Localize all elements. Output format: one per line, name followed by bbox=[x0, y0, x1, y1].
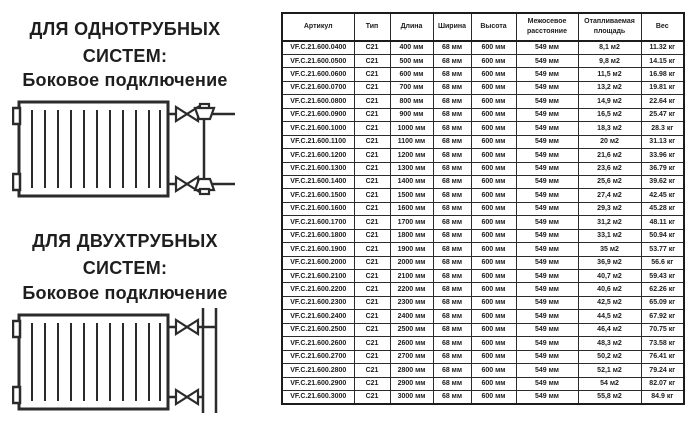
table-cell: 68 мм bbox=[433, 68, 471, 81]
valve-icon bbox=[176, 390, 198, 404]
table-cell: VF.C.21.600.3000 bbox=[282, 390, 354, 404]
table-cell: VF.C.21.600.1100 bbox=[282, 135, 354, 148]
table-cell: 549 мм bbox=[516, 390, 578, 404]
table-cell: 68 мм bbox=[433, 296, 471, 309]
table-row bbox=[282, 122, 684, 135]
table-cell: 1500 мм bbox=[390, 189, 433, 202]
table-cell: 68 мм bbox=[433, 81, 471, 94]
table-cell: 68 мм bbox=[433, 270, 471, 283]
table-cell: C21 bbox=[354, 41, 390, 55]
table-cell: 2300 мм bbox=[390, 296, 433, 309]
table-cell: 73.58 кг bbox=[641, 337, 684, 350]
table-cell: C21 bbox=[354, 364, 390, 377]
table-row bbox=[282, 202, 684, 215]
table-cell: 549 мм bbox=[516, 55, 578, 68]
table-cell: 68 мм bbox=[433, 390, 471, 404]
table-cell: 600 мм bbox=[471, 81, 516, 94]
table-row bbox=[282, 216, 684, 229]
table-cell: 44,5 м2 bbox=[578, 310, 641, 323]
table-cell: 33.96 кг bbox=[641, 149, 684, 162]
table-cell: VF.C.21.600.0900 bbox=[282, 108, 354, 121]
table-row bbox=[282, 81, 684, 94]
table-cell: 549 мм bbox=[516, 243, 578, 256]
table-cell: C21 bbox=[354, 122, 390, 135]
column-header: Межосевое расстояние bbox=[516, 13, 578, 41]
table-cell: 600 мм bbox=[471, 377, 516, 390]
table-cell: VF.C.21.600.0700 bbox=[282, 81, 354, 94]
table-cell: VF.C.21.600.2300 bbox=[282, 296, 354, 309]
table-cell: 549 мм bbox=[516, 270, 578, 283]
table-cell: 549 мм bbox=[516, 162, 578, 175]
table-cell: 2900 мм bbox=[390, 377, 433, 390]
table-cell: 900 мм bbox=[390, 108, 433, 121]
table-cell: C21 bbox=[354, 390, 390, 404]
table-cell: VF.C.21.600.1700 bbox=[282, 216, 354, 229]
table-cell: 68 мм bbox=[433, 364, 471, 377]
left-bottom-tap bbox=[13, 174, 20, 190]
table-cell: 70.75 кг bbox=[641, 323, 684, 336]
section-one-pipe-title-line2: СИСТЕМ: bbox=[82, 46, 168, 66]
table-row bbox=[282, 175, 684, 188]
table-cell: VF.C.21.600.0600 bbox=[282, 68, 354, 81]
table-cell: 2100 мм bbox=[390, 270, 433, 283]
table-row bbox=[282, 350, 684, 363]
table-cell: C21 bbox=[354, 350, 390, 363]
table-row bbox=[282, 364, 684, 377]
table-header-row bbox=[282, 13, 684, 41]
table-row bbox=[282, 270, 684, 283]
table-cell: VF.C.21.600.2100 bbox=[282, 270, 354, 283]
column-header: Тип bbox=[354, 13, 390, 41]
radiator-icon bbox=[13, 102, 168, 196]
table-cell: 68 мм bbox=[433, 95, 471, 108]
table-cell: VF.C.21.600.2200 bbox=[282, 283, 354, 296]
table-row bbox=[282, 189, 684, 202]
section-one-pipe-subtitle: Боковое подключение bbox=[22, 70, 228, 90]
table-row bbox=[282, 149, 684, 162]
table-cell: VF.C.21.600.0500 bbox=[282, 55, 354, 68]
table-cell: 67.92 кг bbox=[641, 310, 684, 323]
table-cell: 8,1 м2 bbox=[578, 41, 641, 55]
table-cell: 600 мм bbox=[471, 243, 516, 256]
table-cell: 68 мм bbox=[433, 41, 471, 55]
table-cell: 2700 мм bbox=[390, 350, 433, 363]
table-cell: 50.94 кг bbox=[641, 229, 684, 242]
table-cell: VF.C.21.600.1800 bbox=[282, 229, 354, 242]
table-cell: 14.15 кг bbox=[641, 55, 684, 68]
table-cell: 68 мм bbox=[433, 229, 471, 242]
column-header: Отапливаемая площадь bbox=[578, 13, 641, 41]
column-header: Артикул bbox=[282, 13, 354, 41]
table-cell: VF.C.21.600.2400 bbox=[282, 310, 354, 323]
table-cell: 9,8 м2 bbox=[578, 55, 641, 68]
table-row bbox=[282, 162, 684, 175]
table-cell: 48.11 кг bbox=[641, 216, 684, 229]
table-cell: 35 м2 bbox=[578, 243, 641, 256]
table-cell: 549 мм bbox=[516, 283, 578, 296]
table-cell: 549 мм bbox=[516, 256, 578, 269]
table-cell: 600 мм bbox=[471, 270, 516, 283]
table-cell: 1400 мм bbox=[390, 175, 433, 188]
table-cell: 59.43 кг bbox=[641, 270, 684, 283]
radiator-icon bbox=[13, 315, 168, 409]
table-cell: VF.C.21.600.1400 bbox=[282, 175, 354, 188]
table-cell: 68 мм bbox=[433, 377, 471, 390]
table-cell: 600 мм bbox=[471, 283, 516, 296]
table-cell: 76.41 кг bbox=[641, 350, 684, 363]
table-cell: 68 мм bbox=[433, 122, 471, 135]
table-cell: 600 мм bbox=[390, 68, 433, 81]
table-cell: 600 мм bbox=[471, 68, 516, 81]
table-cell: 27,4 м2 bbox=[578, 189, 641, 202]
column-header: Высота bbox=[471, 13, 516, 41]
table-row bbox=[282, 283, 684, 296]
table-cell: 549 мм bbox=[516, 350, 578, 363]
table-cell: 549 мм bbox=[516, 310, 578, 323]
table-cell: 68 мм bbox=[433, 189, 471, 202]
section-one-pipe-title-line1: ДЛЯ ОДНОТРУБНЫХ bbox=[29, 19, 221, 39]
table-cell: C21 bbox=[354, 175, 390, 188]
table-cell: C21 bbox=[354, 323, 390, 336]
table-cell: 549 мм bbox=[516, 296, 578, 309]
table-cell: 2500 мм bbox=[390, 323, 433, 336]
table-cell: 600 мм bbox=[471, 364, 516, 377]
table-cell: C21 bbox=[354, 108, 390, 121]
table-cell: 68 мм bbox=[433, 162, 471, 175]
table-cell: C21 bbox=[354, 310, 390, 323]
table-cell: 68 мм bbox=[433, 149, 471, 162]
table-cell: 600 мм bbox=[471, 323, 516, 336]
riser-pipes-icon bbox=[203, 308, 216, 413]
table-cell: 68 мм bbox=[433, 256, 471, 269]
table-cell: 549 мм bbox=[516, 135, 578, 148]
table-cell: 1900 мм bbox=[390, 243, 433, 256]
table-cell: 46,4 м2 bbox=[578, 323, 641, 336]
column-header: Длина bbox=[390, 13, 433, 41]
table-cell: 549 мм bbox=[516, 189, 578, 202]
section-two-pipe-title-line1: ДЛЯ ДВУХТРУБНЫХ bbox=[32, 231, 218, 251]
table-cell: 3000 мм bbox=[390, 390, 433, 404]
left-bottom-tap bbox=[13, 387, 20, 403]
table-cell: 68 мм bbox=[433, 337, 471, 350]
table-cell: C21 bbox=[354, 149, 390, 162]
table-cell: 50,2 м2 bbox=[578, 350, 641, 363]
table-cell: 22.64 кг bbox=[641, 95, 684, 108]
table-cell: C21 bbox=[354, 243, 390, 256]
table-cell: C21 bbox=[354, 283, 390, 296]
column-header: Ширина bbox=[433, 13, 471, 41]
table-cell: 31,2 м2 bbox=[578, 216, 641, 229]
one-pipe-connection-diagram bbox=[12, 96, 237, 202]
table-cell: 68 мм bbox=[433, 283, 471, 296]
table-cell: 549 мм bbox=[516, 81, 578, 94]
table-row bbox=[282, 377, 684, 390]
table-header bbox=[282, 13, 684, 41]
table-cell: 549 мм bbox=[516, 41, 578, 55]
table-cell: VF.C.21.600.2900 bbox=[282, 377, 354, 390]
table-cell: 68 мм bbox=[433, 323, 471, 336]
table-row bbox=[282, 323, 684, 336]
table-cell: 2400 мм bbox=[390, 310, 433, 323]
table-cell: C21 bbox=[354, 95, 390, 108]
table-cell: VF.C.21.600.2800 bbox=[282, 364, 354, 377]
table-cell: 68 мм bbox=[433, 243, 471, 256]
table-cell: VF.C.21.600.2000 bbox=[282, 256, 354, 269]
table-cell: C21 bbox=[354, 270, 390, 283]
table-cell: 16,5 м2 bbox=[578, 108, 641, 121]
table-cell: 2200 мм bbox=[390, 283, 433, 296]
table-cell: 600 мм bbox=[471, 122, 516, 135]
table-cell: 11.32 кг bbox=[641, 41, 684, 55]
table-cell: 19.81 кг bbox=[641, 81, 684, 94]
table-row bbox=[282, 390, 684, 404]
table-row bbox=[282, 95, 684, 108]
table-cell: C21 bbox=[354, 55, 390, 68]
table-cell: 68 мм bbox=[433, 55, 471, 68]
column-header: Вес bbox=[641, 13, 684, 41]
table-cell: 68 мм bbox=[433, 108, 471, 121]
table-cell: 82.07 кг bbox=[641, 377, 684, 390]
table-cell: 1200 мм bbox=[390, 149, 433, 162]
table-cell: 700 мм bbox=[390, 81, 433, 94]
table-cell: 36,9 м2 bbox=[578, 256, 641, 269]
table-cell: 549 мм bbox=[516, 216, 578, 229]
table-cell: C21 bbox=[354, 189, 390, 202]
table-cell: 53.77 кг bbox=[641, 243, 684, 256]
table-cell: 42.45 кг bbox=[641, 189, 684, 202]
table-cell: 55,8 м2 bbox=[578, 390, 641, 404]
table-cell: VF.C.21.600.1300 bbox=[282, 162, 354, 175]
table-cell: 2600 мм bbox=[390, 337, 433, 350]
table-cell: 600 мм bbox=[471, 135, 516, 148]
table-cell: VF.C.21.600.1000 bbox=[282, 122, 354, 135]
table-cell: 16.98 кг bbox=[641, 68, 684, 81]
table-cell: 68 мм bbox=[433, 175, 471, 188]
table-cell: 549 мм bbox=[516, 175, 578, 188]
table-cell: 36.79 кг bbox=[641, 162, 684, 175]
table-cell: 25.47 кг bbox=[641, 108, 684, 121]
table-cell: 52,1 м2 bbox=[578, 364, 641, 377]
table-row bbox=[282, 229, 684, 242]
table-cell: 48,3 м2 bbox=[578, 337, 641, 350]
table-cell: C21 bbox=[354, 256, 390, 269]
left-top-tap bbox=[13, 108, 20, 124]
table-cell: 42,5 м2 bbox=[578, 296, 641, 309]
table-cell: 600 мм bbox=[471, 310, 516, 323]
table-row bbox=[282, 310, 684, 323]
table-cell: 600 мм bbox=[471, 296, 516, 309]
table-cell: 84.9 кг bbox=[641, 390, 684, 404]
table-cell: 68 мм bbox=[433, 135, 471, 148]
table-cell: VF.C.21.600.2700 bbox=[282, 350, 354, 363]
table-cell: 79.24 кг bbox=[641, 364, 684, 377]
table-cell: 18,3 м2 bbox=[578, 122, 641, 135]
table-row bbox=[282, 296, 684, 309]
left-panel bbox=[0, 0, 280, 421]
table-row bbox=[282, 108, 684, 121]
table-cell: 33,1 м2 bbox=[578, 229, 641, 242]
table-cell: C21 bbox=[354, 162, 390, 175]
table-cell: 65.09 кг bbox=[641, 296, 684, 309]
table-cell: 600 мм bbox=[471, 41, 516, 55]
table-cell: 11,5 м2 bbox=[578, 68, 641, 81]
section-two-pipe-title bbox=[0, 228, 250, 282]
table-cell: 800 мм bbox=[390, 95, 433, 108]
table-cell: VF.C.21.600.2500 bbox=[282, 323, 354, 336]
table-cell: C21 bbox=[354, 377, 390, 390]
table-cell: C21 bbox=[354, 296, 390, 309]
table-cell: 56.6 кг bbox=[641, 256, 684, 269]
section-two-pipe-subtitle: Боковое подключение bbox=[22, 283, 228, 303]
table-cell: C21 bbox=[354, 135, 390, 148]
table-cell: C21 bbox=[354, 216, 390, 229]
table-cell: VF.C.21.600.2600 bbox=[282, 337, 354, 350]
table-cell: 1100 мм bbox=[390, 135, 433, 148]
table-cell: 600 мм bbox=[471, 95, 516, 108]
table-cell: 1700 мм bbox=[390, 216, 433, 229]
table-row bbox=[282, 337, 684, 350]
table-cell: 25,6 м2 bbox=[578, 175, 641, 188]
table-cell: 600 мм bbox=[471, 390, 516, 404]
table-cell: 600 мм bbox=[471, 202, 516, 215]
table-cell: 600 мм bbox=[471, 189, 516, 202]
table-cell: C21 bbox=[354, 202, 390, 215]
table-cell: 549 мм bbox=[516, 323, 578, 336]
table-row bbox=[282, 135, 684, 148]
table-row bbox=[282, 55, 684, 68]
table-cell: 549 мм bbox=[516, 122, 578, 135]
table-cell: 600 мм bbox=[471, 162, 516, 175]
table-cell: 600 мм bbox=[471, 350, 516, 363]
table-cell: VF.C.21.600.0400 bbox=[282, 41, 354, 55]
table-cell: C21 bbox=[354, 229, 390, 242]
table-cell: VF.C.21.600.0800 bbox=[282, 95, 354, 108]
table-cell: 1300 мм bbox=[390, 162, 433, 175]
table-cell: 31.13 кг bbox=[641, 135, 684, 148]
table-cell: 1600 мм bbox=[390, 202, 433, 215]
table-cell: 21,6 м2 bbox=[578, 149, 641, 162]
table-cell: VF.C.21.600.1600 bbox=[282, 202, 354, 215]
table-row bbox=[282, 41, 684, 55]
table-cell: 2800 мм bbox=[390, 364, 433, 377]
table-cell: 600 мм bbox=[471, 149, 516, 162]
valve-icon bbox=[176, 320, 198, 334]
section-one-pipe-title bbox=[0, 16, 250, 70]
table-cell: 23,6 м2 bbox=[578, 162, 641, 175]
table-cell: 45.28 кг bbox=[641, 202, 684, 215]
table-cell: 549 мм bbox=[516, 95, 578, 108]
table-cell: 600 мм bbox=[471, 256, 516, 269]
table-cell: 549 мм bbox=[516, 68, 578, 81]
section-two-pipe-title-line2: СИСТЕМ: bbox=[82, 258, 168, 278]
table-cell: 600 мм bbox=[471, 55, 516, 68]
two-pipe-connection-diagram bbox=[12, 305, 237, 417]
table-cell: 400 мм bbox=[390, 41, 433, 55]
table-cell: 68 мм bbox=[433, 310, 471, 323]
table-cell: 62.26 кг bbox=[641, 283, 684, 296]
table-cell: 600 мм bbox=[471, 175, 516, 188]
table-cell: VF.C.21.600.1900 bbox=[282, 243, 354, 256]
table-cell: 549 мм bbox=[516, 377, 578, 390]
table-cell: 40,6 м2 bbox=[578, 283, 641, 296]
table-cell: 600 мм bbox=[471, 108, 516, 121]
table-cell: 500 мм bbox=[390, 55, 433, 68]
table-cell: 29,3 м2 bbox=[578, 202, 641, 215]
table-cell: 600 мм bbox=[471, 229, 516, 242]
table-cell: 28.3 кг bbox=[641, 122, 684, 135]
table-cell: 68 мм bbox=[433, 202, 471, 215]
table-cell: 40,7 м2 bbox=[578, 270, 641, 283]
table-cell: 549 мм bbox=[516, 202, 578, 215]
table-cell: 20 м2 bbox=[578, 135, 641, 148]
table-cell: C21 bbox=[354, 68, 390, 81]
table-cell: 2000 мм bbox=[390, 256, 433, 269]
table-cell: 1000 мм bbox=[390, 122, 433, 135]
table-cell: 549 мм bbox=[516, 337, 578, 350]
table-cell: 14,9 м2 bbox=[578, 95, 641, 108]
table-cell: C21 bbox=[354, 81, 390, 94]
spec-table-body bbox=[282, 41, 684, 405]
table-cell: 68 мм bbox=[433, 216, 471, 229]
table-cell: 1800 мм bbox=[390, 229, 433, 242]
table-cell: 39.62 кг bbox=[641, 175, 684, 188]
table-cell: VF.C.21.600.1200 bbox=[282, 149, 354, 162]
table-cell: 68 мм bbox=[433, 350, 471, 363]
table-cell: C21 bbox=[354, 337, 390, 350]
radiator-spec-table bbox=[281, 12, 685, 405]
table-cell: 54 м2 bbox=[578, 377, 641, 390]
table-row bbox=[282, 68, 684, 81]
left-top-tap bbox=[13, 321, 20, 337]
table-cell: 13,2 м2 bbox=[578, 81, 641, 94]
table-cell: 549 мм bbox=[516, 229, 578, 242]
table-cell: VF.C.21.600.1500 bbox=[282, 189, 354, 202]
table-cell: 600 мм bbox=[471, 216, 516, 229]
table-cell: 549 мм bbox=[516, 149, 578, 162]
table-cell: 549 мм bbox=[516, 108, 578, 121]
table-row bbox=[282, 256, 684, 269]
table-row bbox=[282, 243, 684, 256]
table-cell: 600 мм bbox=[471, 337, 516, 350]
table-cell: 549 мм bbox=[516, 364, 578, 377]
